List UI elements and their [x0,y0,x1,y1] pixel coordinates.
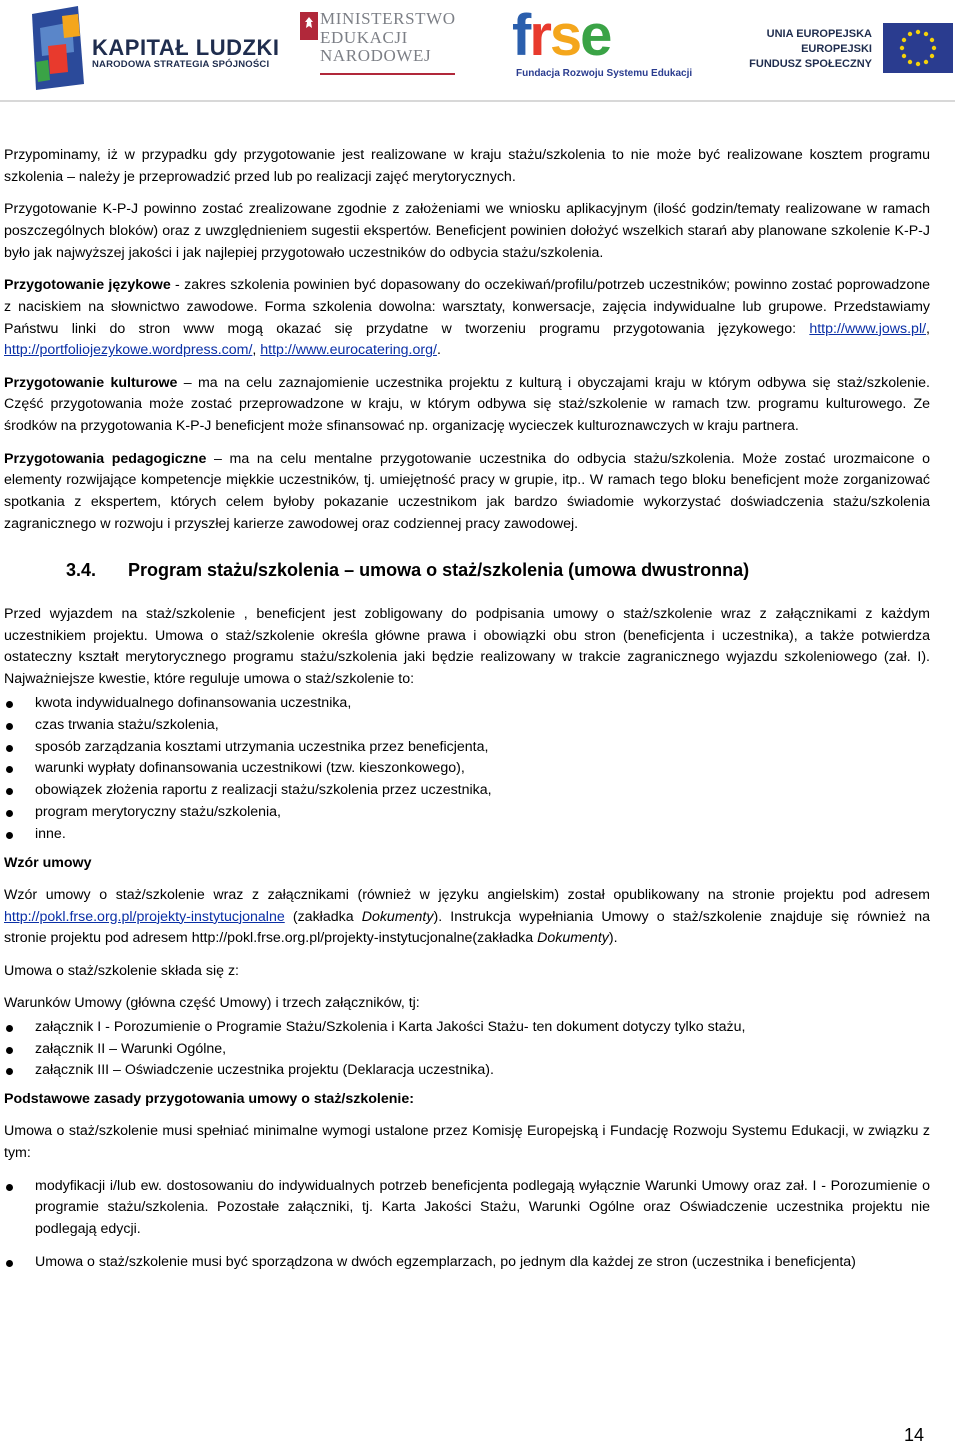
paragraph-przygotowanie-kulturowe [4,373,930,438]
list-item-text: czas trwania stażu/szkolenia, [35,716,219,733]
wzor-umowy-text: (zakładka [284,908,362,925]
kapital-ludzki-title: KAPITAŁ LUDZKI [92,35,280,60]
list-item [4,802,930,824]
header-logos [0,0,960,100]
list-item-text: Umowa o staż/szkolenie musi być sporządzona w dwóch egzemplarzach, po jednym dla każdej ze stron (uczestnika i beneficjenta) [35,1253,856,1270]
paragraph-przed-wyjazdem: Przed wyjazdem na staż/szkolenie , beneficjent jest zobligowany do podpisania umowy o staż/szkolenie wraz z załącznikami z każdym uczestnikiem projektu. Umowa o staż/szkolenie określa główne prawa i obowiązki obu stron (beneficjenta i uczestnika), a także potwierdza ostateczny kształt merytorycznego programu stażu/szkolenia jaki będzie realizowany w trakcie zagranicznego wyjazdu szkoleniowego (zał. I). Najważniejsze kwestie, które reguluje umowa o staż/szkolenie to: [4,605,930,688]
list-item [4,1252,930,1274]
przygotowanie-kulturowe-text: – ma na celu zaznajomienie uczestnika projektu z kulturą i obyczajami kraju w którym odbywa się staż/szkolenie. Część przygotowania może zostać przeprowadzone w kraju, w którym odbywa się staż/szkolenie w ramach tzw. programu kulturowego. Ze środków na przygotowania K-P-J beneficjent może sfinansować np. organizację wycieczek kulturoznawczych w kraju partnera. [4,374,931,435]
list-item-text: załącznik II – Warunki Ogólne, [35,1040,227,1057]
bullet-icon [6,1047,13,1054]
zasady-list [4,1176,930,1274]
dokumenty-label: Dokumenty [537,930,609,947]
list-item [4,1039,930,1061]
list-item-text: kwota indywidualnego dofinansowania uczestnika, [35,694,352,711]
bullet-icon [6,1025,13,1032]
paragraph-wzor-umowy [4,885,930,950]
list-item-text: sposób zarządzania kosztami utrzymania uczestnika przez beneficjenta, [35,738,489,755]
przygotowanie-jezykowe-label: Przygotowanie językowe [4,276,171,293]
paragraph-przygotowanie-kpj: Przygotowanie K-P-J powinno zostać zrealizowane zgodnie z założeniami we wniosku aplikacyjnym (ilość godzin/tematy realizowane w ramach poszczególnych bloków) oraz z uwzględnieniem sugestii ekspertów. Beneficjent powinien dołożyć wszelkich starań aby planowane szkolenie K-P-J było jak najwyższej jakości i jak najlepiej przygotowało uczestników do odbycia stażu/szkolenia. [4,201,930,261]
ministerstwo-line-3: NARODOWEJ [320,46,432,65]
podstawowe-zasady-heading [4,1089,930,1111]
paragraph-przypominamy: Przypominamy, iż w przypadku gdy przygotowanie jest realizowane w kraju stażu/szkolenia to nie może być realizowane kosztem programu szkolenia – należy je przeprowadzić przed lub po realizacji zajęć merytorycznych. [4,147,930,185]
list-item-text: obowiązek złożenia raportu z realizacji stażu/szkolenia przez uczestnika, [35,782,492,799]
header-divider [0,100,955,102]
paragraph-umowa-musi-spelniac: Umowa o staż/szkolenie musi spełniać minimalne wymogi ustalone przez Komisję Europejską i Fundację Rozwoju Systemu Edukacji, w związku z tym: [4,1123,930,1162]
przygotowania-pedagogiczne-label: Przygotowania pedagogiczne [4,450,207,467]
frse-letters: frse [512,3,611,68]
list-item [4,693,930,715]
bullet-icon [6,766,13,773]
bullet-icon [6,788,13,795]
wzor-umowy-text: ). Instrukcja wypełniania Umowy o staż/szkolenie znajduje się również na stronie projektu pod adresem http://pokl.frse.org.pl/projekty-instytucjonalne(zakładka [4,908,930,947]
list-item [4,780,930,802]
ministerstwo-underline [320,73,455,75]
paragraph-warunki-umowy: Warunków Umowy (główna część Umowy) i trzech załączników, tj: [4,995,420,1011]
link-portfoliojezykowe[interactable]: http://portfoliojezykowe.wordpress.com/ [4,342,253,359]
bullet-icon [6,810,13,817]
bullet-icon [6,723,13,730]
bullet-icon [6,701,13,708]
bullet-icon [6,745,13,752]
list-item-text: modyfikacji i/lub ew. dostosowaniu do indywidualnych potrzeb beneficjenta podlegają wyłącznie Warunki Umowy oraz zał. I - Porozumienie o programie stażu/szkolenia. Pozostałe załączniki, tj. Karta Jakości Stażu, Warunki Ogólne oraz Oświadczenie uczestnika projektu nie podlegają edycji. [35,1177,930,1238]
wzor-umowy-text: ). [608,930,618,947]
list-item-text: program merytoryczny stażu/szkolenia, [35,803,282,820]
paragraph-przygotowanie-jezykowe [4,275,930,362]
bullet-icon [6,1184,13,1191]
wzor-umowy-text: Wzór umowy o staż/szkolenie wraz z załącznikami (również w języku angielskim) został opublikowany na stronie projektu pod adresem [4,886,930,903]
list-item [4,1060,930,1082]
list-item-text: inne. [35,825,66,842]
list-item [4,824,930,846]
section-title: Program stażu/szkolenia – umowa o staż/szkolenia (umowa dwustronna) [128,559,750,580]
ministerstwo-logo [300,10,470,90]
ue-line-3: FUNDUSZ SPOŁECZNY [749,58,872,70]
list-item [4,737,930,759]
ue-text [749,27,872,72]
zalaczniki-list [4,1017,930,1082]
ue-line-1: UNIA EUROPEJSKA [766,28,872,40]
bullet-icon [6,1068,13,1075]
list-item-text: załącznik III – Oświadczenie uczestnika projektu (Deklaracja uczestnika). [35,1062,494,1079]
link-separator: , [252,342,261,359]
list-item [4,715,930,737]
list-item [4,1017,930,1039]
wzor-umowy-label: Wzór umowy [4,854,92,871]
bullet-icon [6,1260,13,1267]
frse-subtitle: Fundacja Rozwoju Systemu Edukacji [516,68,693,79]
sentence-end: . [436,342,441,359]
przygotowania-pedagogiczne-text: – ma na celu mentalne przygotowanie uczestnika do odbycia stażu/szkolenia. Może zostać urozmaicone o elementy rozwijające kompetencje miękkie uczestników, tj. umiejętność pracy w grupie, itp.. W ramach tego bloku beneficjent może zorganizować spotkania z ekspertem, których celem byłoby pokazanie uczestnikom jak bardzo świadomie wykorzystać doświadczenia stażu/szkolenia zagranicznego w rozwoju i przyszłej karierze zawodowej oraz codziennej pracy zawodowej. [4,450,931,532]
ue-logo [735,20,955,80]
kapital-ludzki-emblem-icon [26,6,88,90]
frse-logo [512,3,693,86]
przygotowanie-kulturowe-label: Przygotowanie kulturowe [4,374,178,391]
section-number: 3.4. [66,559,97,580]
document-body [4,145,930,1285]
kapital-ludzki-subtitle: NARODOWA STRATEGIA SPÓJNOŚCI [92,59,270,70]
ministerstwo-line-1: MINISTERSTWO [320,9,456,28]
kapital-ludzki-logo [26,6,286,92]
link-projekty-instytucjonalne[interactable]: http://pokl.frse.org.pl/projekty-instytucjonalne [4,908,285,925]
list-item [4,758,930,780]
eu-flag-icon [883,23,953,73]
list-item [4,1176,930,1241]
link-eurocatering[interactable]: http://www.eurocatering.org/ [260,342,437,359]
section-heading [4,558,930,582]
list-item-text: załącznik I - Porozumienie o Programie Stażu/Szkolenia i Karta Jakości Stażu- ten dokument dotyczy tylko stażu, [35,1018,746,1035]
page-number: 14 [904,1425,925,1445]
wzor-umowy-heading [4,853,930,875]
paragraph-przygotowania-pedagogiczne [4,449,930,536]
link-jows[interactable]: http://www.jows.pl/ [809,320,927,337]
bullet-icon [6,832,13,839]
eagle-emblem-icon [300,12,318,40]
przygotowanie-jezykowe-text: - zakres szkolenia powinien być dopasowany do oczekiwań/profilu/potrzeb uczestników; powinno zostać poprowadzone z naciskiem na słownictwo zawodowe. Forma szkolenia dowolna: warsztaty, konwersacje, zajęcia indywidualne lub grupowe. Przedstawiamy Państwu linki do stron www mogą okazać się przydatne w tworzeniu programu przygotowania językowego: [4,276,930,337]
dokumenty-label: Dokumenty [361,908,434,925]
podstawowe-zasady-label: Podstawowe zasady przygotowania umowy o staż/szkolenie: [4,1091,414,1108]
paragraph-umowa-sklada-sie: Umowa o staż/szkolenie składa się z: [4,962,239,979]
umowa-issues-list [4,693,930,846]
ue-line-2: EUROPEJSKI [801,43,872,55]
list-item-text: warunki wypłaty dofinansowania uczestnikowi (tzw. kieszonkowego), [35,760,465,777]
ministerstwo-line-2: EDUKACJI [320,27,408,47]
link-separator: , [926,320,930,337]
